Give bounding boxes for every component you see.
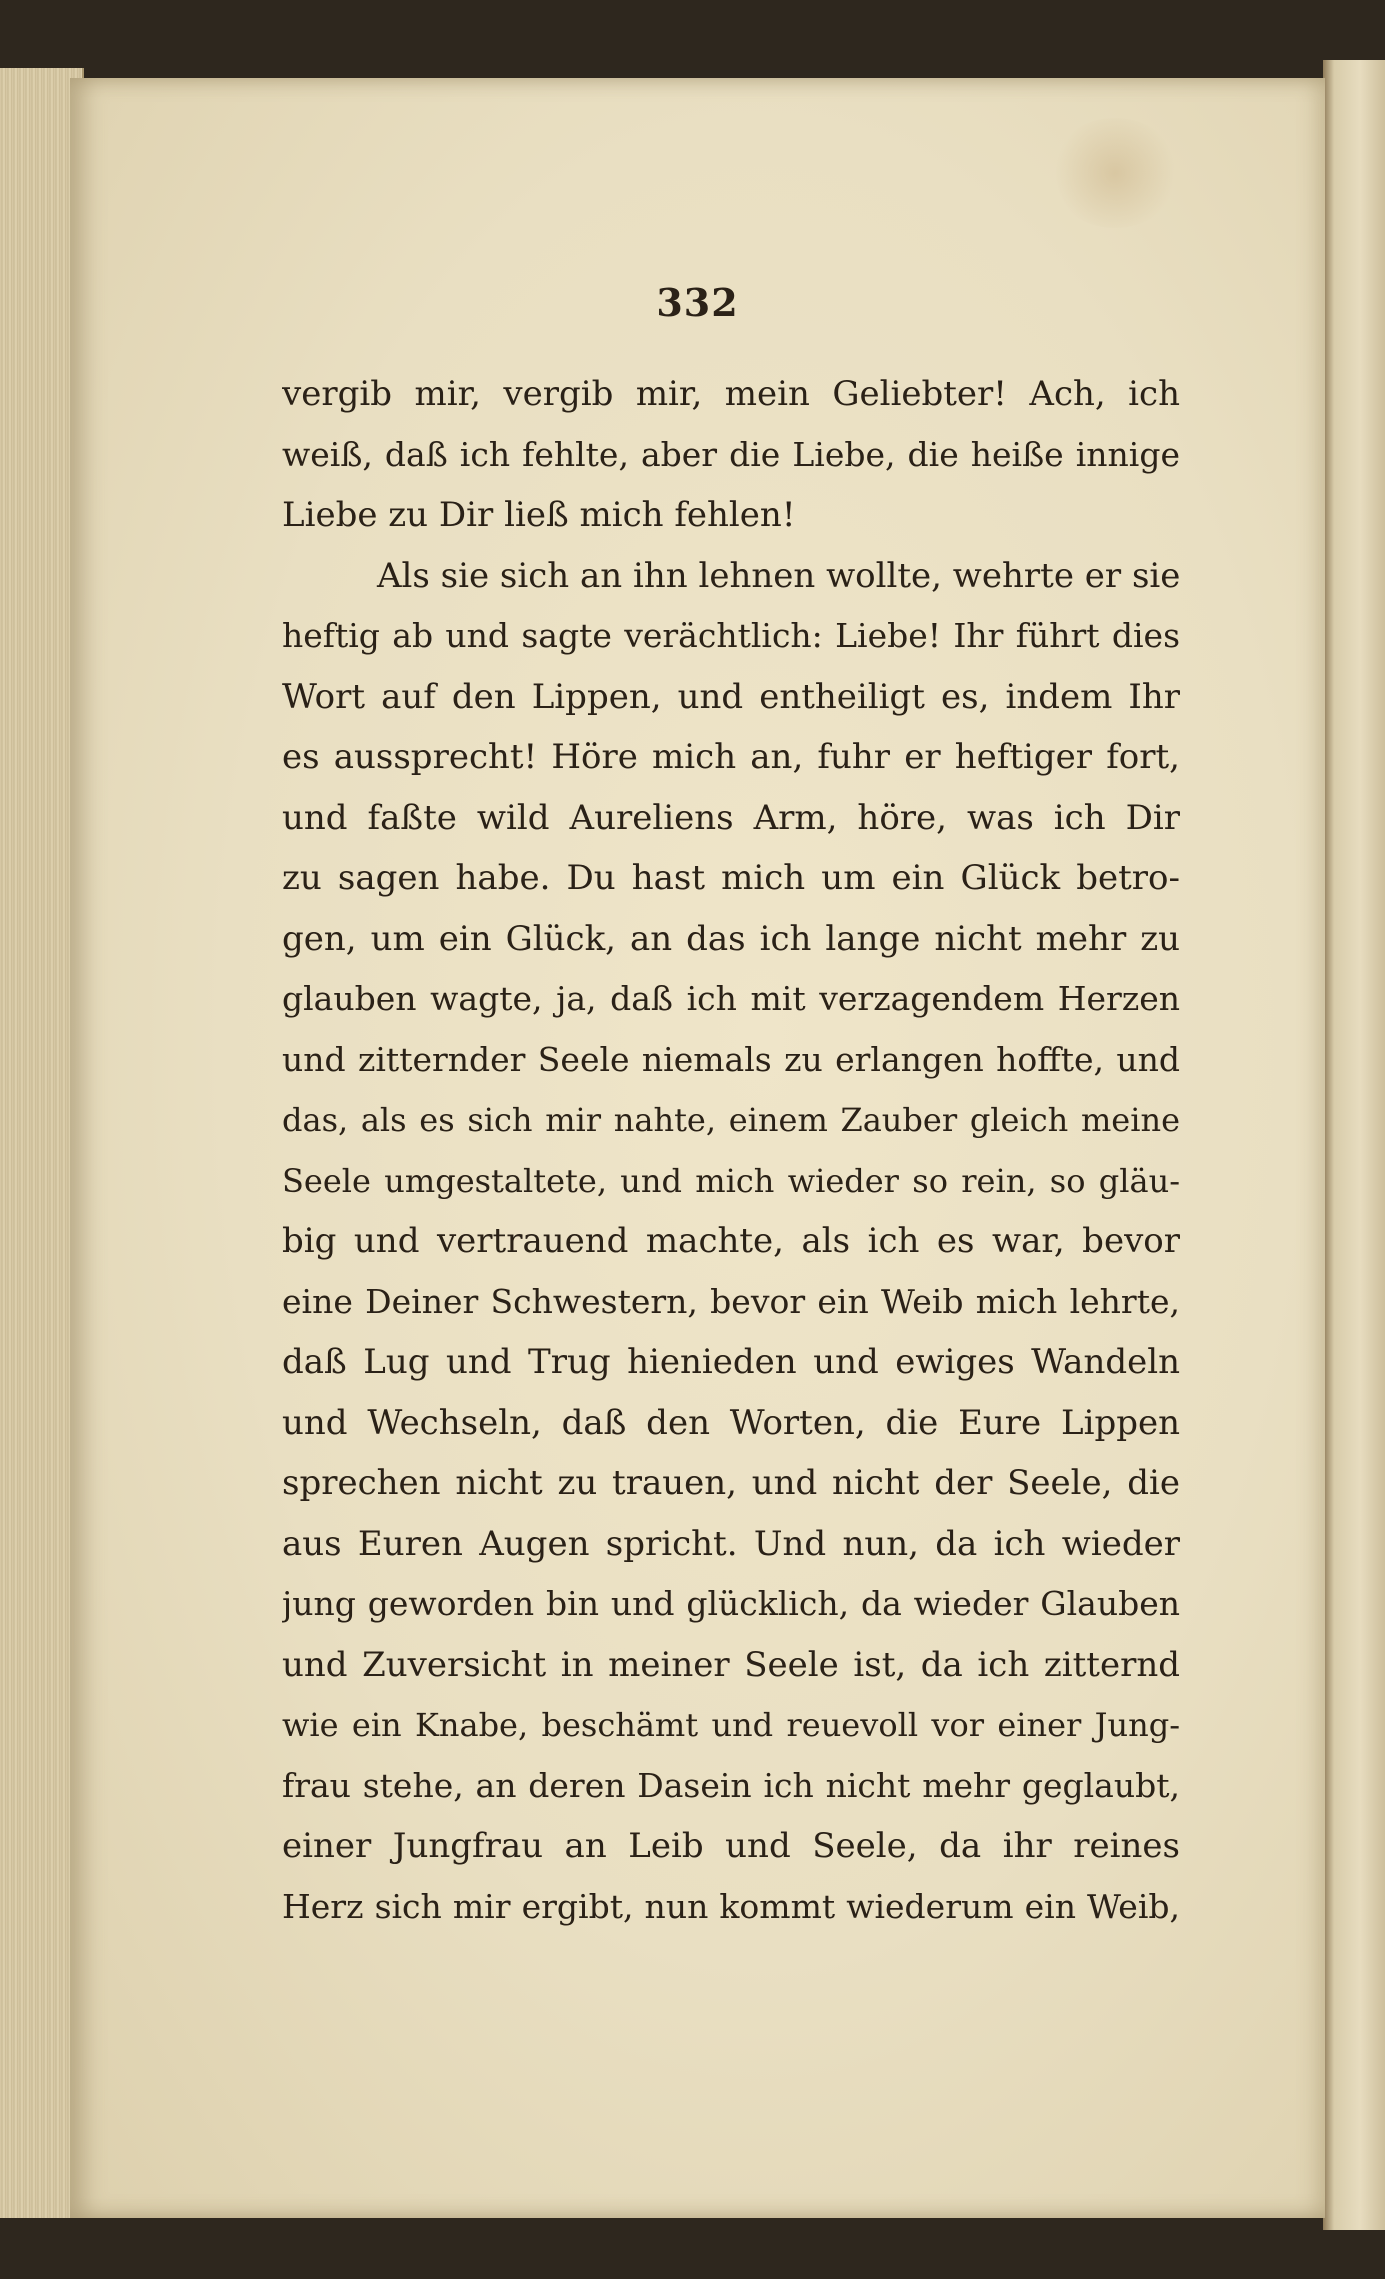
text-line: eine Deiner Schwestern, bevor ein Weib mich lehrte, (282, 1281, 1180, 1321)
text-line: glauben wagte, ja, daß ich mit verzagendem Herzen (282, 979, 1180, 1018)
text-line: aus Euren Augen spricht. Und nun, da ich wieder (282, 1523, 1180, 1564)
text-line: und Zuversicht in meiner Seele ist, da ich zitternd (282, 1644, 1180, 1685)
text-line: es aussprecht! Höre mich an, fuhr er heftiger fort, (282, 737, 1180, 777)
text-line: big und vertrauend machte, als ich es war, bevor (282, 1221, 1180, 1261)
text-line: frau stehe, an deren Dasein ich nicht mehr geglaubt, (282, 1765, 1180, 1805)
text-line: Liebe zu Dir ließ mich fehlen! (282, 495, 796, 535)
text-line: jung geworden bin und glücklich, da wieder Glauben (282, 1584, 1180, 1623)
text-line: wie ein Knabe, beschämt und reuevoll vor einer Jung- (282, 1706, 1180, 1744)
paper-stain (1050, 118, 1180, 228)
page-number: 332 (656, 280, 739, 325)
body-text (282, 364, 1180, 1937)
text-line: vergib mir, vergib mir, mein Geliebter! Ach, ich (282, 374, 1180, 414)
text-line: Als sie sich an ihn lehnen wollte, wehrte er sie (377, 555, 1180, 596)
text-line: gen, um ein Glück, an das ich lange nicht mehr zu (282, 918, 1180, 959)
text-line: zu sagen habe. Du hast mich um ein Glück betro- (282, 858, 1180, 898)
text-line: weiß, daß ich fehlte, aber die Liebe, die heiße innige (282, 434, 1180, 474)
text-line: das, als es sich mir nahte, einem Zauber gleich meine (282, 1101, 1180, 1139)
text-line: und zitternder Seele niemals zu erlangen hoffte, und (282, 1039, 1180, 1079)
text-line: Seele umgestaltete, und mich wieder so rein, so gläu- (282, 1161, 1180, 1200)
text-line: sprechen nicht zu trauen, und nicht der Seele, die (282, 1463, 1180, 1503)
text-line: und Wechseln, daß den Worten, die Eure Lippen (282, 1402, 1180, 1443)
text-line: daß Lug und Trug hienieden und ewiges Wandeln (282, 1342, 1180, 1382)
text-line: heftig ab und sagte verächtlich: Liebe! Ihr führt dies (282, 616, 1180, 655)
text-line: Wort auf den Lippen, und entheiligt es, indem Ihr (282, 676, 1180, 717)
text-line: und faßte wild Aureliens Arm, höre, was ich Dir (282, 797, 1180, 838)
text-line: einer Jungfrau an Leib und Seele, da ihr reines (282, 1826, 1180, 1866)
text-line: Herz sich mir ergibt, nun kommt wiederum ein Weib, (282, 1886, 1180, 1926)
facing-page-edge (1323, 60, 1385, 2230)
